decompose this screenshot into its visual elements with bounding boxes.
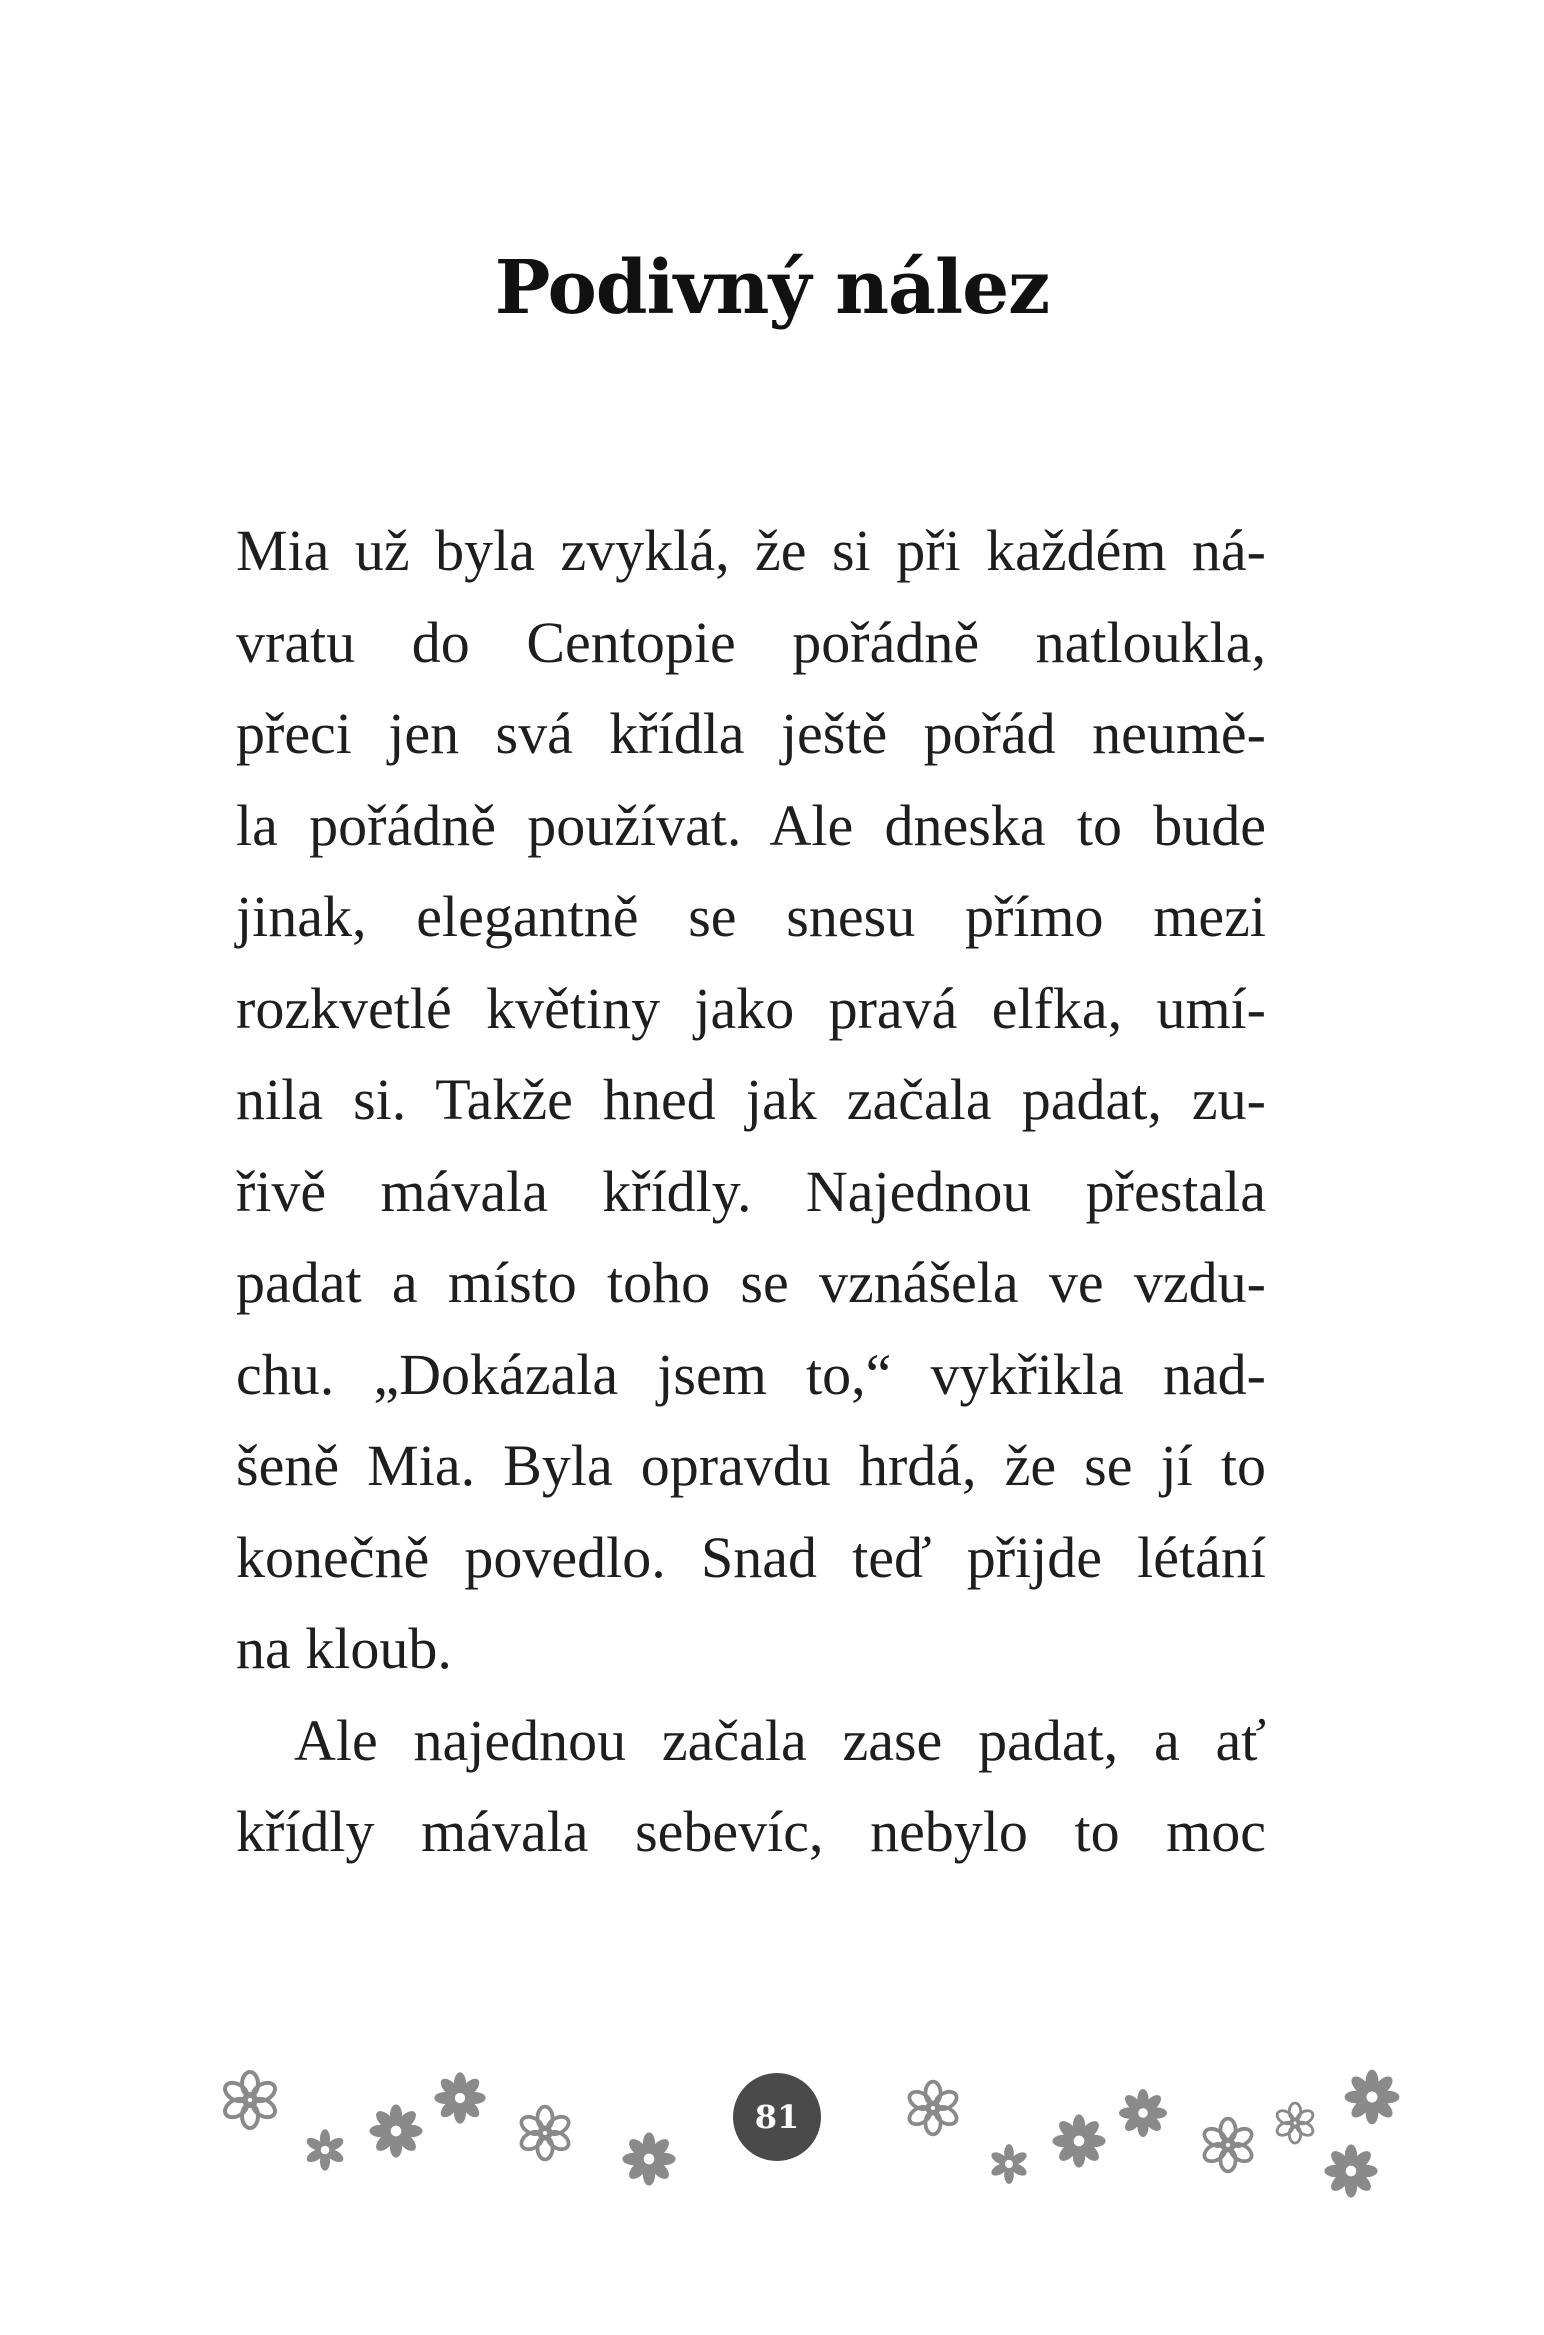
text-line: padat a místo toho se vznášela ve vzdu- xyxy=(236,1250,1266,1315)
page-number: 81 xyxy=(733,2073,821,2161)
text-line: chu. „Dokázala jsem to,“ vykřikla nad- xyxy=(236,1341,1266,1407)
text-line: Ale najednou začala zase padat, a ať xyxy=(294,1707,1266,1773)
flower-icon xyxy=(365,2100,427,2162)
flower-icon xyxy=(985,2140,1033,2188)
flower-icon xyxy=(900,2075,966,2141)
flower-icon xyxy=(1340,2065,1404,2129)
text-line: vratu do Centopie pořádně natloukla, xyxy=(236,609,1266,675)
text-line: křídly mávala sebevíc, nebylo to moc xyxy=(236,1799,1266,1864)
body-text xyxy=(236,505,1266,1878)
chapter-title: Podivný nález xyxy=(494,245,1050,331)
flower-icon xyxy=(1048,2110,1110,2172)
text-line: na kloub. xyxy=(236,1616,452,1681)
text-line: la pořádně používat. Ale dneska to bude xyxy=(236,792,1266,858)
flower-icon xyxy=(215,2065,285,2135)
text-line: šeně Mia. Byla opravdu hrdá, že se jí to xyxy=(236,1433,1266,1498)
text-line: nila si. Takže hned jak začala padat, zu- xyxy=(236,1067,1266,1132)
text-line: přeci jen svá křídla ještě pořád neumě- xyxy=(236,701,1266,766)
flower-icon xyxy=(1195,2112,1261,2178)
text-line: konečně povedlo. Snad teď přijde létání xyxy=(236,1524,1266,1590)
flower-icon xyxy=(1270,2098,1320,2148)
text-line: řivě mávala křídly. Najednou přestala xyxy=(236,1158,1266,1224)
text-line: Mia už byla zvyklá, že si při každém ná- xyxy=(236,518,1266,583)
flower-icon xyxy=(512,2100,578,2166)
text-line: rozkvetlé květiny jako pravá elfka, umí- xyxy=(236,975,1266,1041)
flower-icon xyxy=(300,2125,350,2175)
page-footer xyxy=(0,2040,1544,2200)
flower-icon xyxy=(430,2068,490,2128)
flower-icon xyxy=(1115,2085,1171,2141)
flower-icon xyxy=(1320,2140,1382,2202)
flower-icon xyxy=(618,2128,680,2190)
text-line: jinak, elegantně se snesu přímo mezi xyxy=(236,884,1266,949)
